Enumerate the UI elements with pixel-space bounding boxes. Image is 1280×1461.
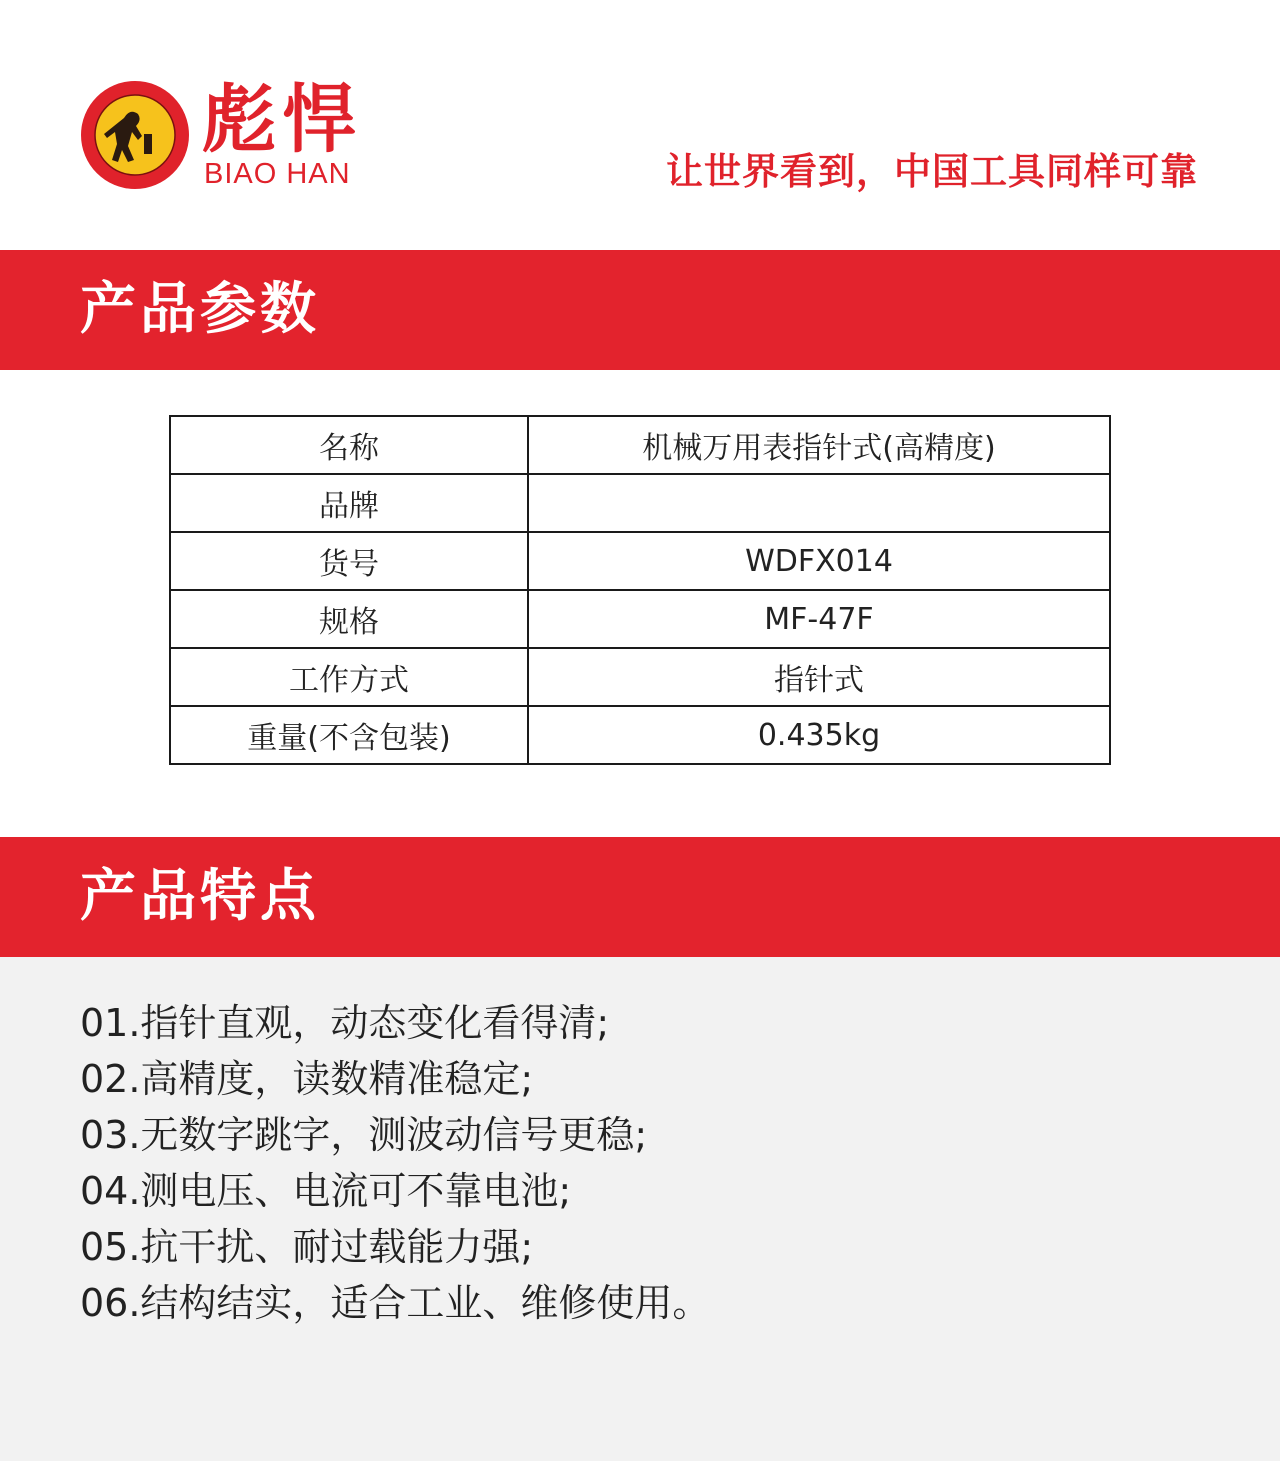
table-row (170, 706, 1110, 764)
spec-table (169, 415, 1111, 765)
spec-value: MF-47F (528, 590, 1110, 648)
features-panel (0, 957, 1280, 1461)
feature-item: 04.测电压、电流可不靠电池; (80, 1169, 572, 1213)
table-row (170, 416, 1110, 474)
spec-label: 货号 (170, 532, 528, 590)
spec-value: 0.435kg (528, 706, 1110, 764)
spec-value: 指针式 (528, 648, 1110, 706)
spec-value: WDFX014 (528, 532, 1110, 590)
feature-item: 01.指针直观，动态变化看得清; (80, 1001, 610, 1045)
feature-item: 03.无数字跳字，测波动信号更稳; (80, 1113, 648, 1157)
spec-label: 品牌 (170, 474, 528, 532)
feature-item: 05.抗干扰、耐过载能力强; (80, 1225, 534, 1269)
spec-label: 名称 (170, 416, 528, 474)
spec-value: 机械万用表指针式(高精度) (528, 416, 1110, 474)
brand-name-english: BIAO HAN (204, 158, 351, 190)
section-title-features: 产品特点 (80, 864, 320, 929)
page-header (0, 0, 1280, 250)
brand-emblem-logo (80, 80, 190, 190)
brand-name-chinese: 彪悍 (202, 77, 362, 163)
section-banner-params (0, 250, 1280, 370)
spec-value (528, 474, 1110, 532)
section-banner-features (0, 837, 1280, 957)
table-row (170, 648, 1110, 706)
feature-list (80, 995, 710, 1331)
feature-item: 02.高精度，读数精准稳定; (80, 1057, 534, 1101)
feature-item: 06.结构结实，适合工业、维修使用。 (80, 1281, 711, 1325)
table-row (170, 590, 1110, 648)
spec-label: 规格 (170, 590, 528, 648)
section-title-params: 产品参数 (80, 277, 320, 342)
spec-label: 工作方式 (170, 648, 528, 706)
table-row (170, 474, 1110, 532)
brand-slogan: 让世界看到，中国工具同样可靠 (666, 150, 1198, 193)
spec-label: 重量(不含包装) (170, 706, 528, 764)
table-row (170, 532, 1110, 590)
